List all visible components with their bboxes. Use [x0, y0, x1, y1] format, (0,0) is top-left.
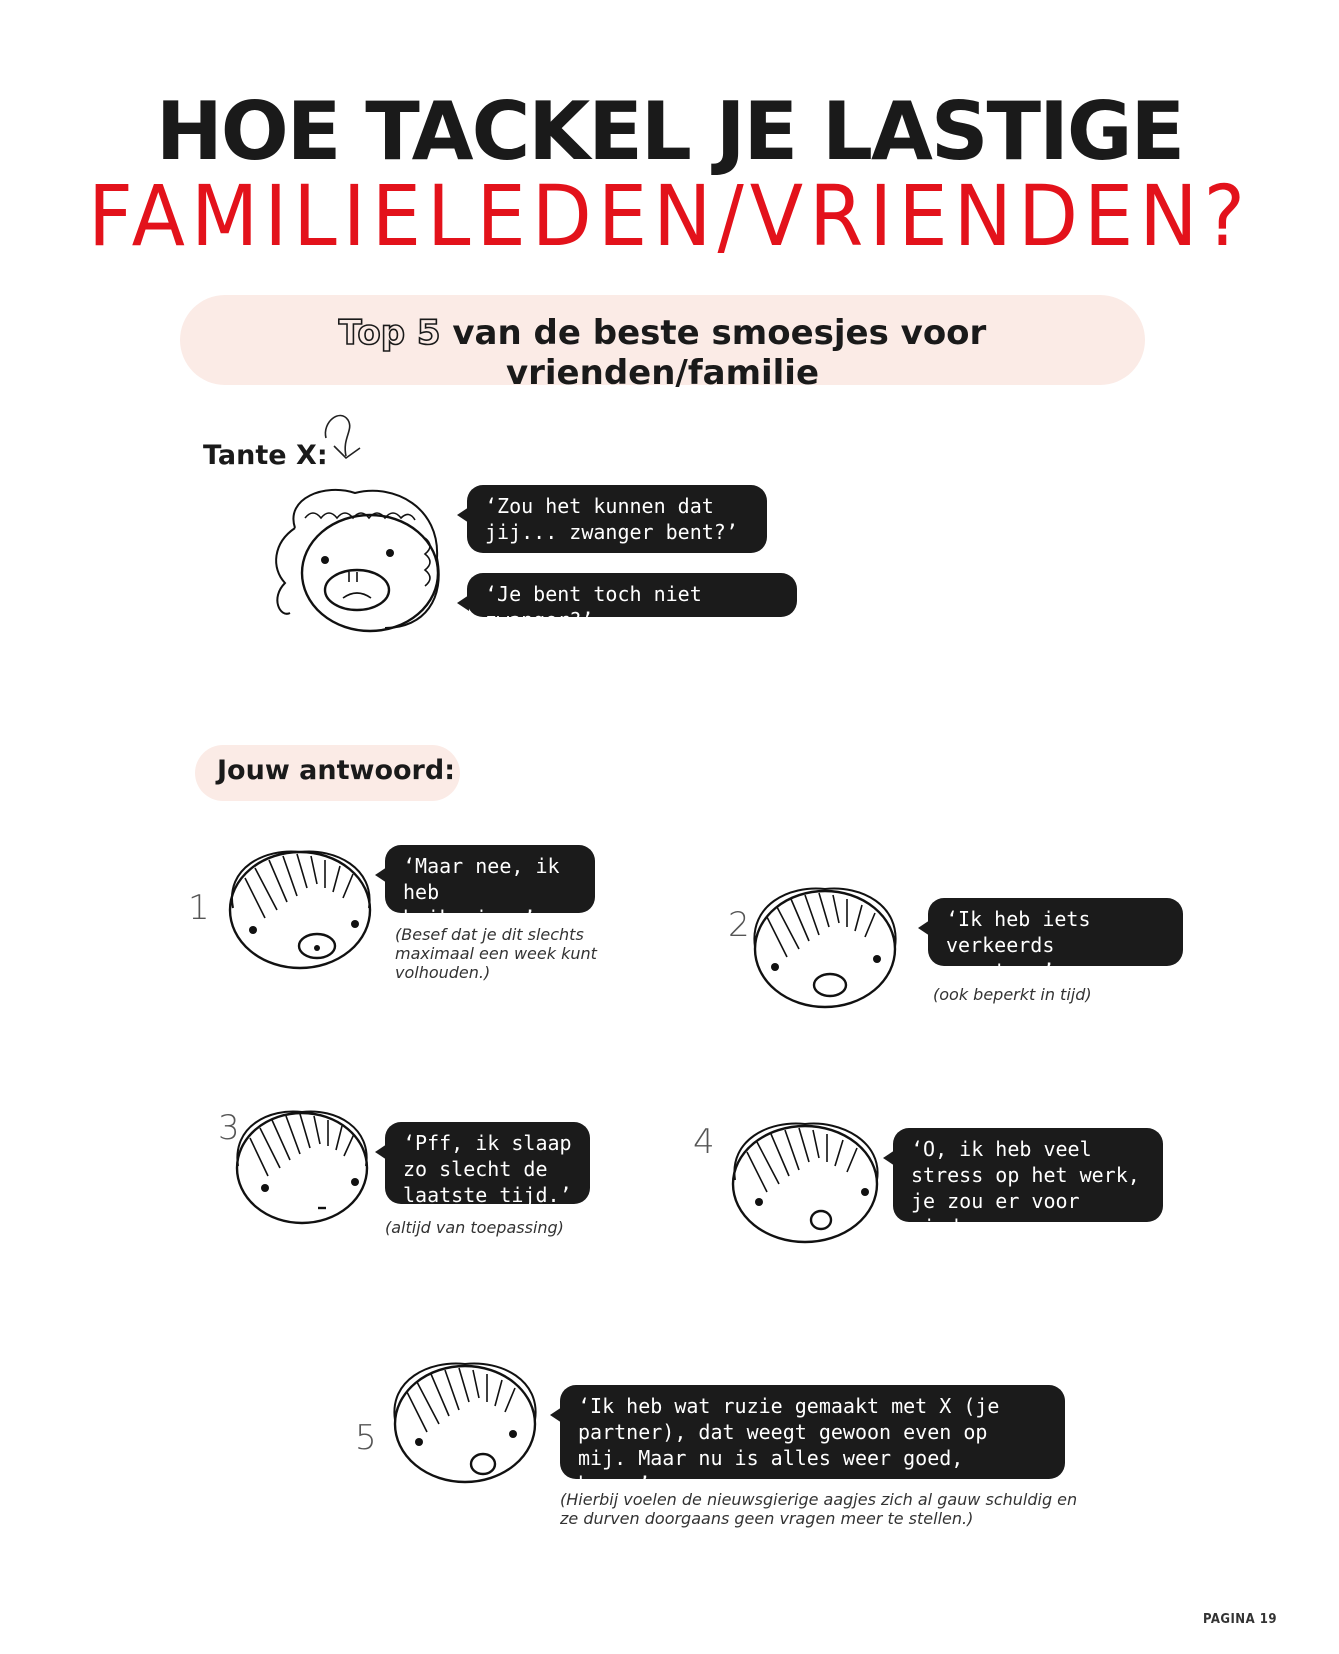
- face-illustration-2: [745, 885, 905, 1015]
- answer-number-1: 1: [188, 888, 210, 928]
- face-illustration-4: [725, 1120, 890, 1250]
- face-illustration-1: [225, 848, 385, 978]
- tante-speech-bubble-2: ‘Je bent toch niet zwanger?’: [467, 573, 797, 617]
- subtitle-text: [180, 313, 1145, 393]
- answer-bubble-4: ‘O, ik heb veel stress op het werk, je zou er voor minder moe uitzien.’: [893, 1128, 1163, 1222]
- answer-bubble-3: ‘Pff, ik slaap zo slecht de laatste tijd.’: [385, 1122, 590, 1204]
- page-title: HOE TACKEL JE LASTIGE: [155, 85, 1184, 178]
- answer-bubble-2: ‘Ik heb iets verkeerds gegeten.’: [928, 898, 1183, 966]
- answer-bubble-5: ‘Ik heb wat ruzie gemaakt met X (je partner), dat weegt gewoon even op mij. Maar nu is alles weer goed, hoor.’: [560, 1385, 1065, 1479]
- answer-label: Jouw antwoord:: [217, 755, 455, 786]
- tante-face-illustration: [265, 488, 455, 638]
- page-subtitle-handwritten: FAMILIELEDEN/VRIENDEN?: [87, 168, 1252, 266]
- face-illustration-5: [385, 1360, 545, 1490]
- answer-note-3: (altijd van toepassing): [385, 1218, 564, 1237]
- subtitle-rest: van de beste smoesjes voor vrienden/familie: [440, 313, 987, 393]
- answer-number-2: 2: [728, 905, 750, 945]
- answer-note-1: (Besef dat je dit slechts maximaal een week kunt volhouden.): [395, 925, 597, 982]
- answer-note-2: (ook beperkt in tijd): [933, 985, 1092, 1004]
- face-illustration-3: [230, 1108, 380, 1233]
- top5-label: Top 5: [338, 313, 441, 353]
- answer-number-3: 3: [218, 1108, 240, 1148]
- page-number: PAGINA 19: [1202, 1612, 1277, 1627]
- answer-bubble-1: ‘Maar nee, ik heb buikgriep.’: [385, 845, 595, 913]
- tante-label: Tante X:: [203, 440, 328, 471]
- answer-number-5: 5: [355, 1418, 377, 1458]
- answer-note-5: (Hierbij voelen de nieuwsgierige aagjes zich al gauw schuldig en ze durven doorgaans geen vragen meer te stellen.): [560, 1490, 1078, 1528]
- tante-speech-bubble-1: ‘Zou het kunnen dat jij... zwanger bent?’: [467, 485, 767, 553]
- arrow-down-icon: [320, 410, 370, 470]
- answer-number-4: 4: [693, 1122, 715, 1162]
